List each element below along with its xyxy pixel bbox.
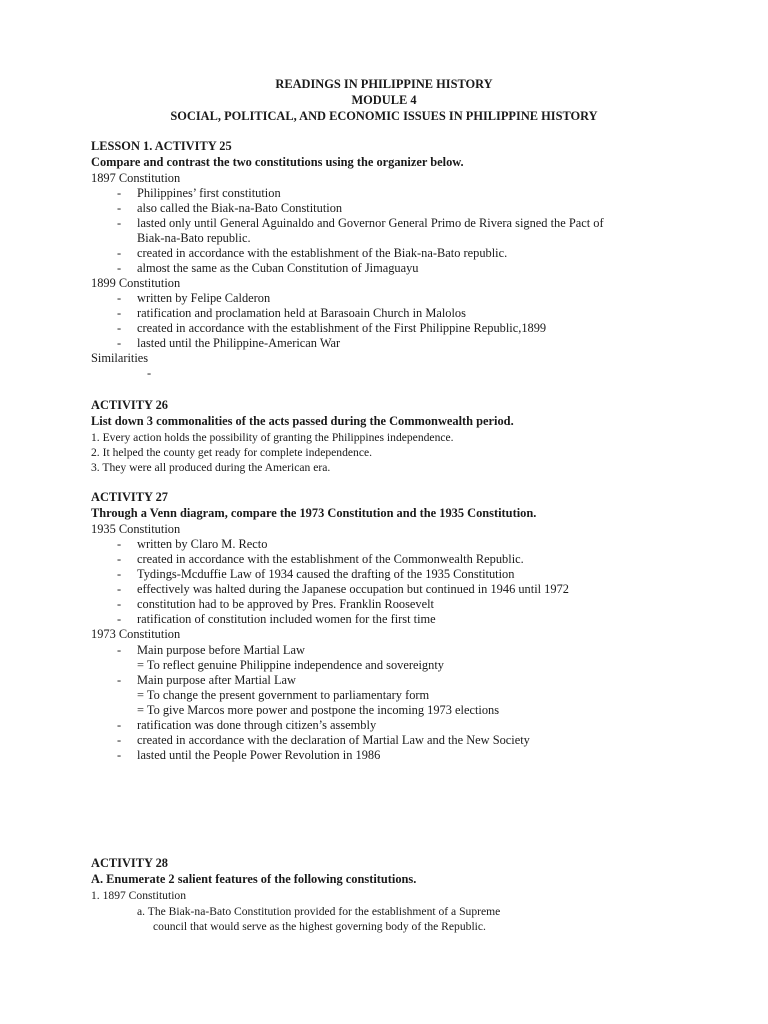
bullet-dash: -: [117, 718, 122, 732]
activity-25-heading: LESSON 1. ACTIVITY 25: [91, 139, 232, 153]
list-item: lasted until the Philippine-American War: [137, 336, 341, 350]
bullet-dash: -: [117, 246, 122, 260]
bullet-dash: -: [117, 582, 122, 596]
numbered-item: 1. 1897 Constitution: [91, 889, 187, 902]
numbered-item: 1. Every action holds the possibility of granting the Philippines independence.: [91, 431, 454, 444]
doc-title: READINGS IN PHILIPPINE HISTORY: [275, 77, 493, 91]
constitution-1973-title: 1973 Constitution: [91, 627, 181, 641]
bullet-dash: -: [117, 537, 122, 551]
bullet-dash: -: [117, 643, 122, 657]
list-item: ratification of constitution included women for the first time: [137, 612, 436, 626]
numbered-item: 3. They were all produced during the American era.: [91, 461, 331, 474]
list-item: also called the Biak-na-Bato Constitution: [137, 201, 343, 215]
list-item: created in accordance with the declaration of Martial Law and the New Society: [137, 733, 530, 747]
activity-26-heading: ACTIVITY 26: [91, 398, 168, 412]
activity-25-instruction: Compare and contrast the two constitutions using the organizer below.: [91, 155, 464, 169]
list-item: Philippines’ first constitution: [137, 186, 281, 200]
list-item: constitution had to be approved by Pres. Franklin Roosevelt: [137, 597, 434, 611]
bullet-dash: -: [117, 567, 122, 581]
list-item: Main purpose before Martial Law: [137, 643, 305, 657]
activity-26-instruction: List down 3 commonalities of the acts passed during the Commonwealth period.: [91, 414, 514, 428]
numbered-item: 2. It helped the county get ready for complete independence.: [91, 446, 373, 459]
bullet-dash: -: [117, 336, 122, 350]
bullet-dash: -: [117, 733, 122, 747]
bullet-dash: -: [117, 321, 122, 335]
bullet-dash: -: [117, 261, 122, 275]
bullet-dash: -: [117, 291, 122, 305]
list-item: Main purpose after Martial Law: [137, 673, 296, 687]
list-item-continuation: Biak-na-Bato republic.: [137, 231, 251, 245]
bullet-dash: -: [117, 612, 122, 626]
activity-27-instruction: Through a Venn diagram, compare the 1973 Constitution and the 1935 Constitution.: [91, 506, 537, 520]
module-title: MODULE 4: [351, 93, 417, 107]
bullet-dash: -: [117, 552, 122, 566]
bullet-dash: -: [117, 673, 122, 687]
bullet-dash: -: [117, 216, 122, 230]
list-item-subpoint: = To give Marcos more power and postpone the incoming 1973 elections: [137, 703, 500, 717]
constitution-1935-title: 1935 Constitution: [91, 522, 181, 536]
list-item: ratification was done through citizen’s assembly: [137, 718, 377, 732]
bullet-dash: -: [117, 748, 122, 762]
list-item: created in accordance with the establishment of the First Philippine Republic,1899: [137, 321, 547, 335]
list-item: almost the same as the Cuban Constitution of Jimaguayu: [137, 261, 419, 275]
list-item: created in accordance with the establishment of the Commonwealth Republic.: [137, 552, 524, 566]
list-item: lasted only until General Aguinaldo and Governor General Primo de Rivera signed the Pact of: [137, 216, 604, 230]
list-item-subpoint: = To reflect genuine Philippine independence and sovereignty: [137, 658, 444, 672]
activity-27-heading: ACTIVITY 27: [91, 490, 168, 504]
list-item: ratification and proclamation held at Barasoain Church in Malolos: [137, 306, 466, 320]
list-item: Tydings-Mcduffie Law of 1934 caused the drafting of the 1935 Constitution: [137, 567, 515, 581]
similarities-label: Similarities: [91, 351, 149, 365]
bullet-dash: -: [117, 186, 122, 200]
activity-28-heading: ACTIVITY 28: [91, 856, 168, 870]
constitution-1897-title: 1897 Constitution: [91, 171, 181, 185]
list-item-subpoint: = To change the present government to parliamentary form: [137, 688, 430, 702]
bullet-dash: -: [117, 597, 122, 611]
bullet-dash: -: [117, 201, 122, 215]
list-item: written by Felipe Calderon: [137, 291, 271, 305]
lettered-item: a. The Biak-na-Bato Constitution provided for the establishment of a Supreme: [137, 905, 501, 918]
list-item: lasted until the People Power Revolution in 1986: [137, 748, 381, 762]
list-item: created in accordance with the establishment of the Biak-na-Bato republic.: [137, 246, 508, 260]
lettered-item-continuation: council that would serve as the highest governing body of the Republic.: [153, 920, 486, 933]
list-item: effectively was halted during the Japanese occupation but continued in 1946 until 1972: [137, 582, 569, 596]
list-item: written by Claro M. Recto: [137, 537, 268, 551]
bullet-dash: -: [147, 366, 152, 380]
activity-28-instruction: A. Enumerate 2 salient features of the following constitutions.: [91, 872, 417, 886]
bullet-dash: -: [117, 306, 122, 320]
constitution-1899-title: 1899 Constitution: [91, 276, 181, 290]
module-subtitle: SOCIAL, POLITICAL, AND ECONOMIC ISSUES IN PHILIPPINE HISTORY: [170, 109, 598, 123]
